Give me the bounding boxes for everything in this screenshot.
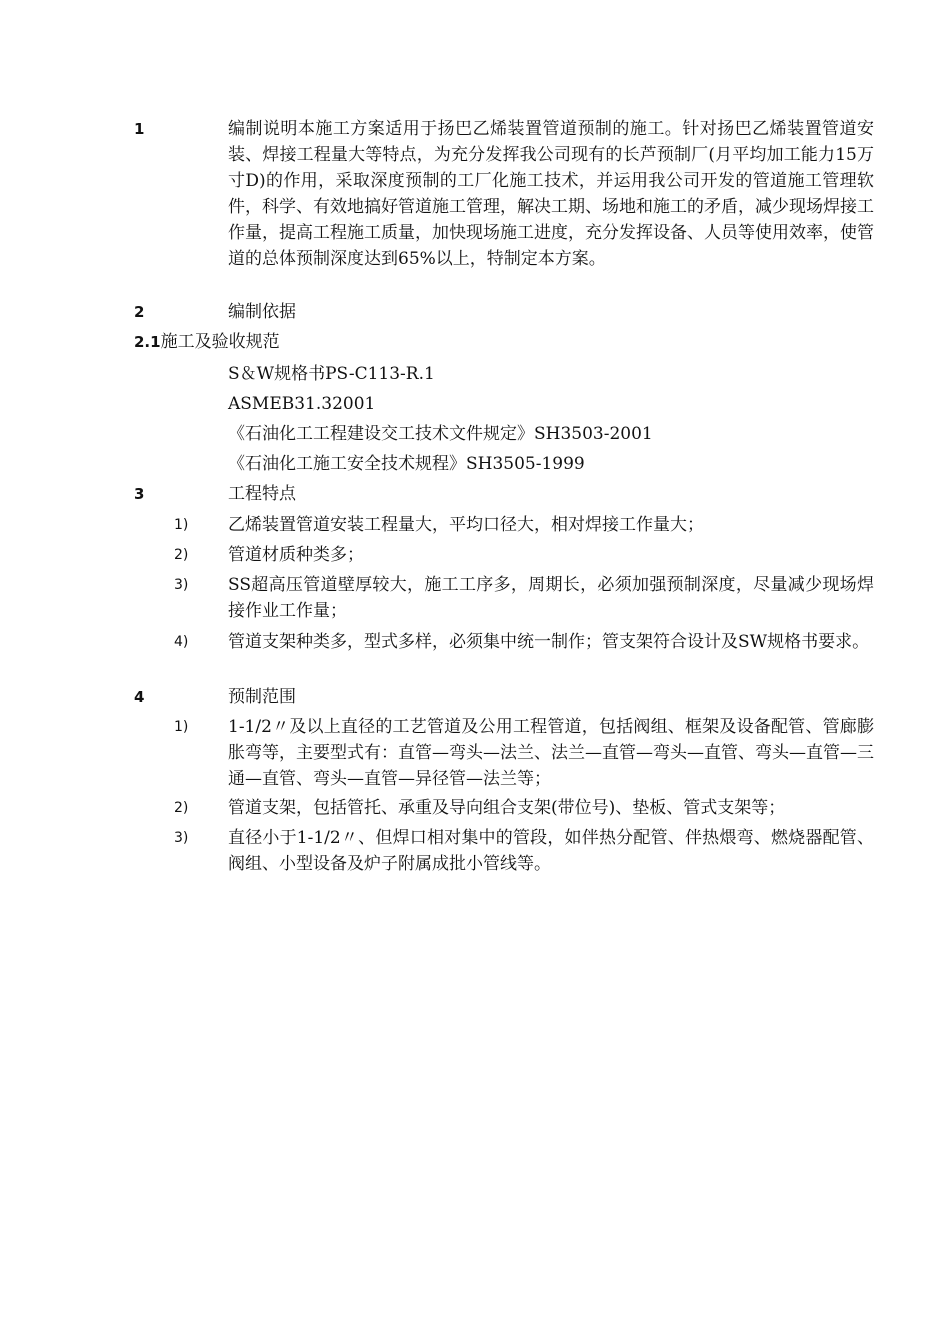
section-3-title: 工程特点 [228,484,296,504]
section-2-1-heading [134,329,280,355]
section-1-paragraph: 编制说明本施工方案适用于扬巴乙烯装置管道预制的施工。针对扬巴乙烯装置管道安装、焊接工程量大等特点，为充分发挥我公司现有的长芦预制厂(月平均加工能力15万寸D)的作用，采取深度预制的工厂化施工技术，并运用我公司开发的管道施工管理软件，科学、有效地搞好管道施工管理，解决工期、场地和施工的矛盾，减少现场焊接工作量，提高工程施工质量，加快现场施工进度，充分发挥设备、人员等使用效率，使管道的总体预制深度达到65%以上，特制定本方案。 [228,119,874,269]
list-item-number: 2) [174,547,189,563]
reference-text: 《石油化工施工安全技术规程》SH3505-1999 [228,454,585,474]
reference-text: 《石油化工工程建设交工技术文件规定》SH3503-2001 [228,424,653,444]
list-item-number: 1) [174,517,189,533]
section-number: 1 [134,120,145,138]
list-item-text: 管道支架种类多，型式多样，必须集中统一制作；管支架符合设计及SW规格书要求。 [228,632,870,652]
list-item-number: 2) [174,800,189,816]
list-item-number: 4) [174,634,189,650]
section-number: 4 [134,688,145,706]
section-number: 2.1 [134,333,161,351]
list-item-text: 乙烯装置管道安装工程量大，平均口径大，相对焊接工作量大； [228,515,704,535]
section-2-title: 编制依据 [228,302,296,322]
list-item-text: SS超高压管道壁厚较大，施工工序多，周期长，必须加强预制深度，尽量减少现场焊接作业工作量； [228,575,874,621]
list-item-number: 3) [174,577,189,593]
reference-text: S＆W规格书PS-C113-R.1 [228,364,435,384]
section-4-title: 预制范围 [228,687,296,707]
reference-text: ASMEB31.32001 [228,394,376,414]
list-item-text: 1-1/2〃及以上直径的工艺管道及公用工程管道，包括阀组、框架及设备配管、管廊膨胀弯等，主要型式有：直管—弯头—法兰、法兰—直管—弯头—直管、弯头—直管—三通—直管、弯头—直管—异径管—法兰等； [228,717,874,789]
section-number: 2 [134,303,145,321]
list-item-number: 3) [174,830,189,846]
section-number: 3 [134,485,145,503]
list-item-text: 直径小于1-1/2〃、但焊口相对集中的管段，如伴热分配管、伴热煨弯、燃烧器配管、阀组、小型设备及炉子附属成批小管线等。 [228,828,874,874]
section-2-1-title: 施工及验收规范 [160,332,280,352]
list-item-text: 管道支架，包括管托、承重及导向组合支架(带位号)、垫板、管式支架等； [228,798,786,818]
list-item-text: 管道材质种类多； [228,545,364,565]
list-item-number: 1) [174,719,189,735]
